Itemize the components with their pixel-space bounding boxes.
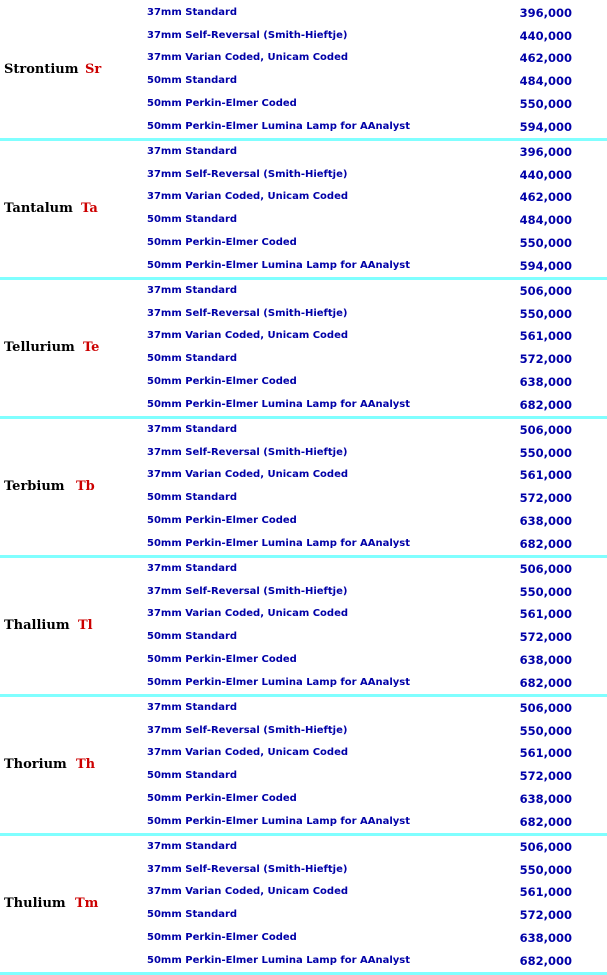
lamp-price: 638,000: [519, 374, 572, 389]
lamp-price: 561,000: [519, 468, 572, 483]
lamp-row: [0, 558, 607, 581]
lamp-row: [0, 255, 607, 278]
lamp-description: 50mm Perkin-Elmer Lumina Lamp for AAnalyst: [147, 537, 411, 549]
lamp-price: 572,000: [519, 352, 572, 367]
lamp-price: 506,000: [519, 840, 572, 854]
lamp-description: 37mm Varian Coded, Unicam Coded: [147, 191, 349, 203]
lamp-price-table: [0, 2, 607, 975]
lamp-price: 561,000: [519, 329, 572, 344]
lamp-row: [0, 836, 607, 859]
lamp-description: 37mm Self-Reversal (Smith-Hieftje): [147, 307, 348, 319]
lamp-row: [0, 904, 607, 927]
lamp-description: 50mm Perkin-Elmer Lumina Lamp for AAnalyst: [147, 815, 411, 827]
lamp-row: [0, 720, 607, 743]
lamp-row: [0, 742, 607, 765]
lamp-price: 396,000: [519, 145, 572, 159]
element-group: [0, 141, 607, 280]
lamp-price: 484,000: [519, 213, 572, 228]
element-symbol: Te: [83, 340, 100, 355]
lamp-price: 638,000: [519, 652, 572, 667]
lamp-row: [0, 303, 607, 326]
lamp-row: [0, 765, 607, 788]
lamp-price: 572,000: [519, 630, 572, 645]
element-name: Thulium: [4, 896, 66, 911]
lamp-description: 50mm Perkin-Elmer Coded: [147, 236, 297, 248]
lamp-row: [0, 649, 607, 672]
lamp-price: 638,000: [519, 930, 572, 945]
element-symbol: Tl: [78, 618, 93, 633]
element-name: Strontium: [4, 62, 79, 77]
lamp-price: 550,000: [519, 862, 572, 877]
lamp-description: 37mm Standard: [147, 841, 238, 852]
lamp-price: 440,000: [519, 167, 572, 182]
element-name: Tantalum: [4, 201, 73, 216]
lamp-description: 37mm Varian Coded, Unicam Coded: [147, 469, 349, 481]
lamp-description: 37mm Standard: [147, 146, 238, 157]
lamp-description: 50mm Perkin-Elmer Coded: [147, 792, 297, 804]
element-group: [0, 697, 607, 836]
lamp-row: [0, 672, 607, 695]
lamp-row: [0, 533, 607, 556]
element-symbol: Tb: [76, 479, 95, 494]
lamp-price: 550,000: [519, 96, 572, 111]
lamp-description: 37mm Standard: [147, 702, 238, 713]
lamp-description: 37mm Varian Coded, Unicam Coded: [147, 52, 349, 64]
lamp-row: [0, 626, 607, 649]
lamp-row: [0, 881, 607, 904]
lamp-price: 682,000: [519, 675, 572, 690]
element-name: Tellurium: [4, 340, 75, 355]
lamp-price: 484,000: [519, 74, 572, 89]
lamp-row: [0, 25, 607, 48]
lamp-row: [0, 697, 607, 720]
lamp-description: 37mm Self-Reversal (Smith-Hieftje): [147, 168, 348, 180]
lamp-price: 462,000: [519, 51, 572, 66]
lamp-description: 50mm Perkin-Elmer Coded: [147, 931, 297, 943]
element-name: Thorium: [4, 757, 67, 772]
lamp-description: 50mm Perkin-Elmer Coded: [147, 514, 297, 526]
lamp-price: 506,000: [519, 701, 572, 715]
lamp-description: 50mm Perkin-Elmer Coded: [147, 375, 297, 387]
lamp-row: [0, 581, 607, 604]
lamp-description: 37mm Self-Reversal (Smith-Hieftje): [147, 446, 348, 458]
lamp-price: 594,000: [519, 258, 572, 273]
lamp-price: 561,000: [519, 885, 572, 900]
lamp-price: 550,000: [519, 306, 572, 321]
lamp-price: 572,000: [519, 908, 572, 923]
lamp-description: 50mm Perkin-Elmer Lumina Lamp for AAnalyst: [147, 954, 411, 966]
lamp-row: [0, 487, 607, 510]
element-group: [0, 280, 607, 419]
lamp-price: 462,000: [519, 190, 572, 205]
lamp-description: 50mm Standard: [147, 631, 238, 643]
lamp-description: 37mm Self-Reversal (Smith-Hieftje): [147, 29, 348, 41]
element-group: [0, 2, 607, 141]
lamp-description: 37mm Standard: [147, 563, 238, 574]
lamp-description: 37mm Varian Coded, Unicam Coded: [147, 747, 349, 759]
lamp-row: [0, 510, 607, 533]
lamp-row: [0, 186, 607, 209]
lamp-row: [0, 325, 607, 348]
lamp-description: 37mm Varian Coded, Unicam Coded: [147, 886, 349, 898]
lamp-price: 506,000: [519, 284, 572, 298]
lamp-description: 37mm Standard: [147, 7, 238, 18]
lamp-description: 50mm Perkin-Elmer Lumina Lamp for AAnalyst: [147, 398, 411, 410]
lamp-price: 506,000: [519, 562, 572, 576]
lamp-description: 37mm Self-Reversal (Smith-Hieftje): [147, 724, 348, 736]
lamp-price: 506,000: [519, 423, 572, 437]
lamp-row: [0, 394, 607, 417]
element-group: [0, 558, 607, 697]
element-group: [0, 419, 607, 558]
lamp-description: 50mm Perkin-Elmer Lumina Lamp for AAnalyst: [147, 259, 411, 271]
lamp-description: 50mm Perkin-Elmer Lumina Lamp for AAnalyst: [147, 120, 411, 132]
lamp-price: 550,000: [519, 445, 572, 460]
lamp-row: [0, 348, 607, 371]
lamp-price: 682,000: [519, 814, 572, 829]
element-symbol: Sr: [85, 62, 102, 77]
lamp-price: 561,000: [519, 607, 572, 622]
lamp-price: 550,000: [519, 235, 572, 250]
lamp-row: [0, 603, 607, 626]
lamp-description: 50mm Perkin-Elmer Lumina Lamp for AAnalyst: [147, 676, 411, 688]
lamp-row: [0, 280, 607, 303]
lamp-description: 50mm Perkin-Elmer Coded: [147, 97, 297, 109]
lamp-description: 37mm Self-Reversal (Smith-Hieftje): [147, 585, 348, 597]
lamp-price: 638,000: [519, 513, 572, 528]
lamp-price: 594,000: [519, 119, 572, 134]
lamp-description: 50mm Perkin-Elmer Coded: [147, 653, 297, 665]
element-name: Thallium: [4, 618, 70, 633]
lamp-row: [0, 141, 607, 164]
lamp-description: 50mm Standard: [147, 492, 238, 504]
lamp-row: [0, 209, 607, 232]
element-name: Terbium: [4, 479, 65, 494]
lamp-row: [0, 927, 607, 950]
lamp-price: 561,000: [519, 746, 572, 761]
element-group: [0, 836, 607, 975]
lamp-description: 50mm Standard: [147, 909, 238, 921]
lamp-row: [0, 164, 607, 187]
lamp-description: 37mm Varian Coded, Unicam Coded: [147, 330, 349, 342]
lamp-row: [0, 950, 607, 973]
lamp-row: [0, 464, 607, 487]
lamp-price: 396,000: [519, 6, 572, 20]
lamp-description: 50mm Standard: [147, 214, 238, 226]
lamp-row: [0, 442, 607, 465]
lamp-row: [0, 419, 607, 442]
lamp-description: 50mm Standard: [147, 75, 238, 87]
lamp-row: [0, 788, 607, 811]
lamp-price: 682,000: [519, 536, 572, 551]
lamp-description: 37mm Standard: [147, 285, 238, 296]
lamp-description: 37mm Standard: [147, 424, 238, 435]
lamp-row: [0, 116, 607, 139]
lamp-description: 50mm Standard: [147, 770, 238, 782]
lamp-description: 50mm Standard: [147, 353, 238, 365]
lamp-row: [0, 859, 607, 882]
lamp-price: 682,000: [519, 953, 572, 968]
lamp-row: [0, 811, 607, 834]
element-symbol: Tm: [75, 896, 99, 911]
lamp-price: 638,000: [519, 791, 572, 806]
lamp-row: [0, 2, 607, 25]
lamp-price: 550,000: [519, 584, 572, 599]
lamp-row: [0, 93, 607, 116]
lamp-price: 550,000: [519, 723, 572, 738]
lamp-row: [0, 70, 607, 93]
element-symbol: Th: [76, 757, 96, 772]
lamp-price: 440,000: [519, 28, 572, 43]
element-symbol: Ta: [81, 201, 98, 216]
lamp-row: [0, 371, 607, 394]
lamp-description: 37mm Self-Reversal (Smith-Hieftje): [147, 863, 348, 875]
lamp-price: 682,000: [519, 397, 572, 412]
lamp-description: 37mm Varian Coded, Unicam Coded: [147, 608, 349, 620]
lamp-price: 572,000: [519, 491, 572, 506]
lamp-row: [0, 232, 607, 255]
lamp-row: [0, 47, 607, 70]
lamp-price: 572,000: [519, 769, 572, 784]
